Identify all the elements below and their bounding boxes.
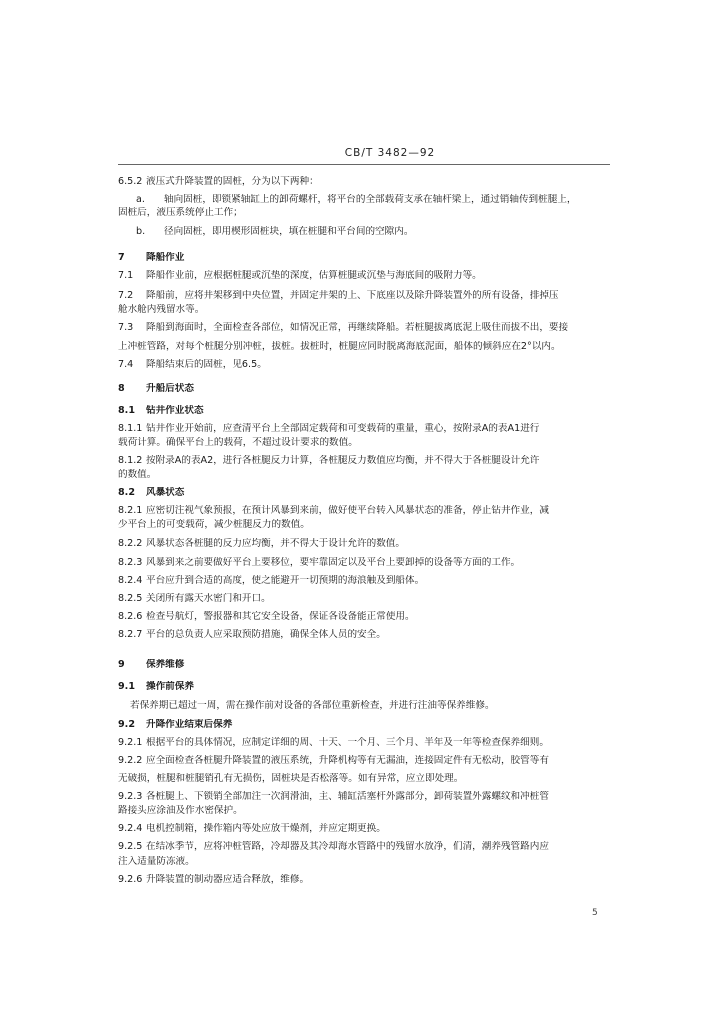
clause-number: 8.1 [118,405,135,416]
section-heading [118,719,613,731]
clause-text: 钻井作业开始前，应查清平台上全部固定载荷和可变载荷的重量，重心，按附录A的表A1进行 [146,423,540,434]
clause-text: 升船后状态 [146,383,194,394]
section-heading [118,487,613,499]
clause-number: 9.2.2 [118,755,143,766]
clause-number: 8.2.5 [118,593,143,604]
clause-number: 9.2 [118,719,135,730]
text-line [118,538,613,550]
text-line [118,557,613,569]
clause-text: 无破损，桩腿和桩腿销孔有无损伤，固桩块是否松落等。如有异常，应立即处理。 [118,773,464,784]
clause-text: 平台的总负责人应采取预防措施，确保全体人员的安全。 [146,629,386,640]
clause-number: 9.2.5 [118,841,143,852]
text-line [130,700,625,712]
clause-text: 风暴到来之前要做好平台上要移位，要牢靠固定以及平台上要卸掉的设备等方面的工作。 [146,557,521,568]
clause-number: 8.2 [118,487,135,498]
clause-text: 径向固桩，即用楔形固桩块，填在桩腿和平台间的空隙内。 [164,226,414,237]
clause-text: 关闭所有露天水密门和开口。 [146,593,271,604]
clause-text: 降船结束后的固桩，见6.5。 [146,359,267,370]
text-line [118,176,613,188]
text-line [118,773,613,785]
text-line [118,856,613,868]
clause-text: 操作前保养 [146,681,194,692]
clause-number: 8.2.1 [118,505,143,516]
text-line [118,322,613,334]
clause-text: 钻井作业状态 [146,405,204,416]
text-line [118,575,613,587]
clause-text: 载荷计算。确保平台上的载荷，不超过设计要求的数值。 [118,437,358,448]
text-line [118,519,613,531]
text-line [118,791,613,803]
text-line [118,874,613,886]
page-number: 5 [592,908,598,918]
clause-text: 风暴状态各桩腿的反力应均衡，并不得大于设计允许的数值。 [146,538,406,549]
clause-number: 8 [118,383,125,394]
clause-number: 7.4 [118,359,134,370]
clause-number: 6.5.2 [118,176,143,187]
text-line [136,194,631,206]
clause-number: 8.2.6 [118,611,143,622]
text-line [118,455,613,467]
text-line [118,593,613,605]
text-line [118,841,613,853]
clause-text: 少平台上的可变载荷，减少桩腿反力的数值。 [118,519,310,530]
clause-text: 应密切注视气象预报，在预计风暴到来前，做好使平台转入风暴状态的准备，停止钻井作业，减 [146,505,549,516]
text-line [118,629,613,641]
clause-number: 8.2.7 [118,629,143,640]
clause-number: 9.2.4 [118,823,143,834]
clause-number: 8.2.4 [118,575,143,586]
section-heading [118,383,613,395]
clause-number: 8.1.2 [118,455,143,466]
clause-number: 9.1 [118,681,135,692]
text-line [118,304,613,316]
clause-text: 的数值。 [118,469,157,480]
text-line [118,359,613,371]
clause-number: b. [136,226,146,237]
clause-text: 升降装置的制动器应适合释放，维修。 [146,874,310,885]
clause-number: 7.3 [118,322,134,333]
clause-text: 液压式升降装置的固桩，分为以下两种： [146,176,319,187]
header-rule [118,164,610,165]
page-header: CB/T 3482—92 [344,147,436,159]
clause-text: 舱水舱内残留水等。 [118,304,205,315]
clause-text: 按附录A的表A2，进行各桩腿反力计算，各桩腿反力数值应均衡，并不得大于各桩腿设计允许 [146,455,540,466]
text-line [136,226,631,238]
clause-number: 9.2.3 [118,791,143,802]
clause-text: 轴向固桩，即锁紧轴缸上的卸荷螺杆，将平台的全部载荷支承在轴杆梁上，通过销轴传到桩腿上， [164,194,577,205]
section-heading [118,659,613,671]
clause-text: 应全面检查各桩腿升降装置的液压系统，升降机构等有无漏油，连接固定件有无松动，胶管等有 [146,755,549,766]
clause-number: a. [136,194,145,205]
clause-text: 保养维修 [146,659,185,670]
clause-text: 各桩腿上、下锁销全部加注一次润滑油，主、辅缸活塞杆外露部分，卸荷装置外露螺纹和冲桩管 [146,791,549,802]
section-heading [118,252,613,264]
text-line [118,755,613,767]
text-line [118,290,613,302]
clause-text: 注入适量防冻液。 [118,856,195,867]
text-line [118,437,613,449]
clause-text: 降船前，应将井架移到中央位置，并固定井架的上、下底座以及除升降装置外的所有设备，排掉压 [146,290,559,301]
section-heading [118,405,613,417]
text-line [118,805,613,817]
clause-number: 7 [118,252,125,263]
clause-number: 8.1.1 [118,423,143,434]
clause-text: 在结冰季节，应将冲桩管路，冷却器及其冷却海水管路中的残留水放净，们清，潮养残管路内应 [146,841,549,852]
clause-text: 上冲桩管路，对每个桩腿分别冲桩，拔桩。拔桩时，桩腿应同时脱离海底泥面，船体的倾斜应在2°以内。 [118,341,561,352]
text-line [118,823,613,835]
clause-number: 9.2.6 [118,874,143,885]
text-line [118,611,613,623]
clause-text: 降船到海面时，全面检查各部位，如情况正常，再继续降船。若桩腿拔离底泥上吸住而拔不出，要接 [146,322,569,333]
clause-text: 检查号航灯，警报器和其它安全设备，保证各设备能正常使用。 [146,611,415,622]
clause-text: 若保养期已超过一周，需在操作前对设备的各部位重新检查，并进行注油等保养维修。 [130,700,495,711]
clause-number: 7.1 [118,270,134,281]
clause-number: 9.2.1 [118,737,143,748]
clause-text: 固桩后，液压系统停止工作； [118,207,243,218]
text-line [118,505,613,517]
clause-number: 8.2.3 [118,557,143,568]
clause-text: 电机控制箱，操作箱内等处应放干燥剂，并应定期更换。 [146,823,386,834]
clause-text: 降船作业 [146,252,185,263]
clause-text: 根据平台的具体情况，应制定详细的周、十天、一个月、三个月、半年及一年等检查保养细则。 [146,737,549,748]
clause-text: 风暴状态 [146,487,185,498]
clause-number: 8.2.2 [118,538,143,549]
text-line [118,469,613,481]
text-line [118,423,613,435]
text-line [118,270,613,282]
text-line [118,207,613,219]
clause-text: 降船作业前，应根据桩腿或沉垫的深度，估算桩腿或沉垫与海底间的吸附力等。 [146,270,482,281]
clause-number: 7.2 [118,290,134,301]
text-line [118,341,613,353]
clause-number: 9 [118,659,125,670]
text-line [118,737,613,749]
clause-text: 升降作业结束后保养 [146,719,233,730]
section-heading [118,681,613,693]
clause-text: 路接头应涂油及作水密保护。 [118,805,243,816]
clause-text: 平台应升到合适的高度，使之能避开一切预期的海浪触及到船体。 [146,575,425,586]
